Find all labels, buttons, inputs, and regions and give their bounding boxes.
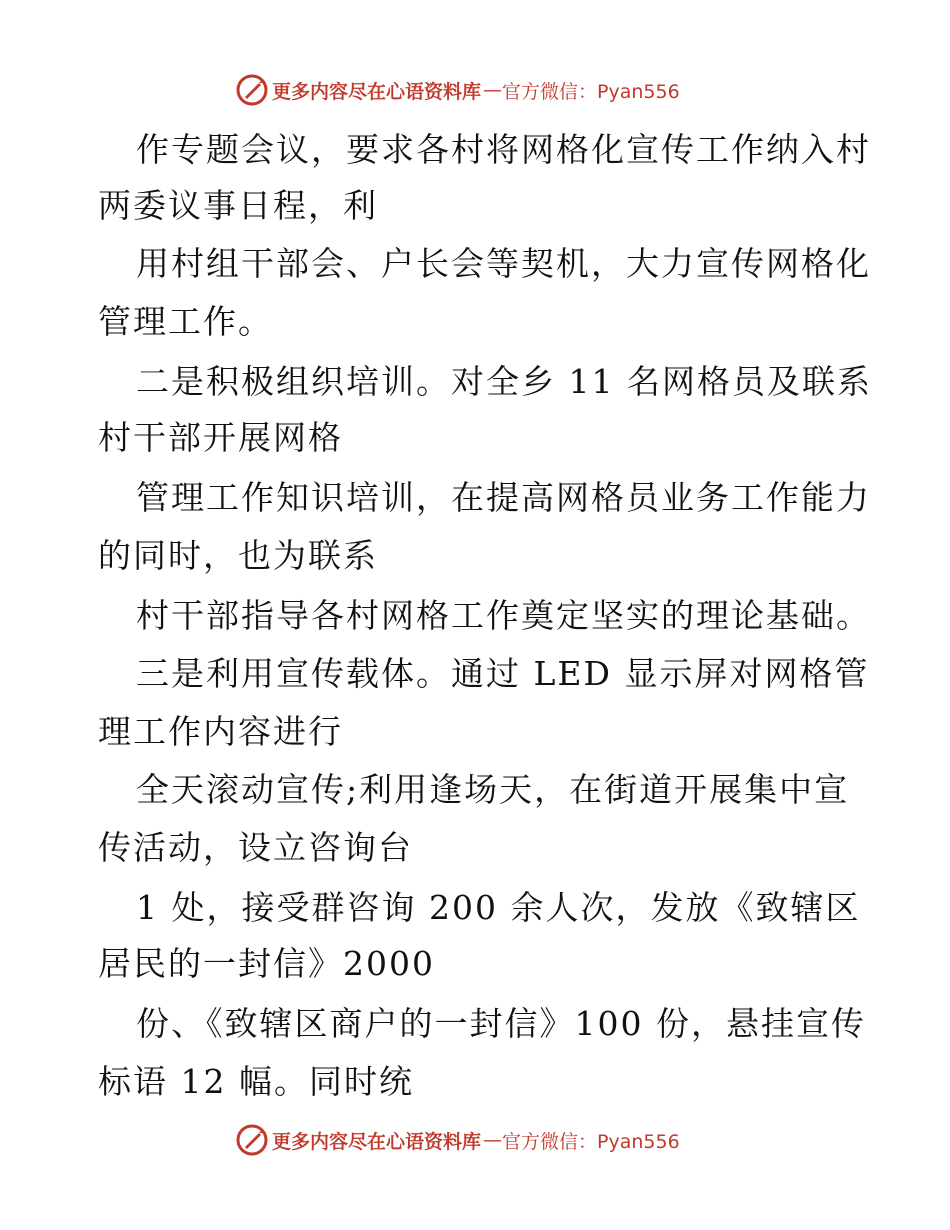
- library-name: 更多内容尽在心语资料库: [272, 1130, 482, 1153]
- library-name: 更多内容尽在心语资料库: [272, 80, 482, 103]
- separator: —: [483, 79, 503, 101]
- quill-circle-icon: [236, 1124, 268, 1156]
- quill-circle-icon: [236, 74, 268, 106]
- footer-watermark: [236, 1123, 680, 1157]
- body-line: 管理工作知识培训，在提高网格员业务工作能力: [136, 478, 871, 517]
- body-line: 理工作内容进行: [98, 712, 343, 751]
- body-line: 三是利用宣传载体。通过 LED 显示屏对网格管: [136, 654, 870, 693]
- body-line: 作专题会议，要求各村将网格化宣传工作纳入村: [136, 130, 871, 169]
- wechat-contact: 官方微信：Pyan556: [502, 80, 680, 103]
- body-line: 1 处，接受群咨询 200 余人次，发放《致辖区: [136, 888, 861, 927]
- body-line: 标语 12 幅。同时统: [98, 1062, 414, 1101]
- body-line: 村干部开展网格: [98, 418, 343, 457]
- header-watermark: [236, 73, 680, 107]
- body-line: 村干部指导各村网格工作奠定坚实的理论基础。: [136, 596, 871, 635]
- body-line: 传活动，设立咨询台: [98, 828, 413, 867]
- body-line: 的同时，也为联系: [98, 536, 378, 575]
- body-line: 居民的一封信》2000: [98, 944, 435, 983]
- body-line: 两委议事日程，利: [98, 186, 378, 225]
- body-line: 用村组干部会、户长会等契机，大力宣传网格化: [136, 244, 871, 283]
- body-line: 全天滚动宣传;利用逢场天，在街道开展集中宣: [136, 770, 850, 809]
- body-line: 二是积极组织培训。对全乡 11 名网格员及联系: [136, 362, 872, 401]
- body-line: 管理工作。: [98, 302, 273, 341]
- separator: —: [483, 1129, 503, 1151]
- wechat-contact: 官方微信：Pyan556: [502, 1130, 680, 1153]
- body-line: 份、《致辖区商户的一封信》100 份，悬挂宣传: [136, 1004, 866, 1043]
